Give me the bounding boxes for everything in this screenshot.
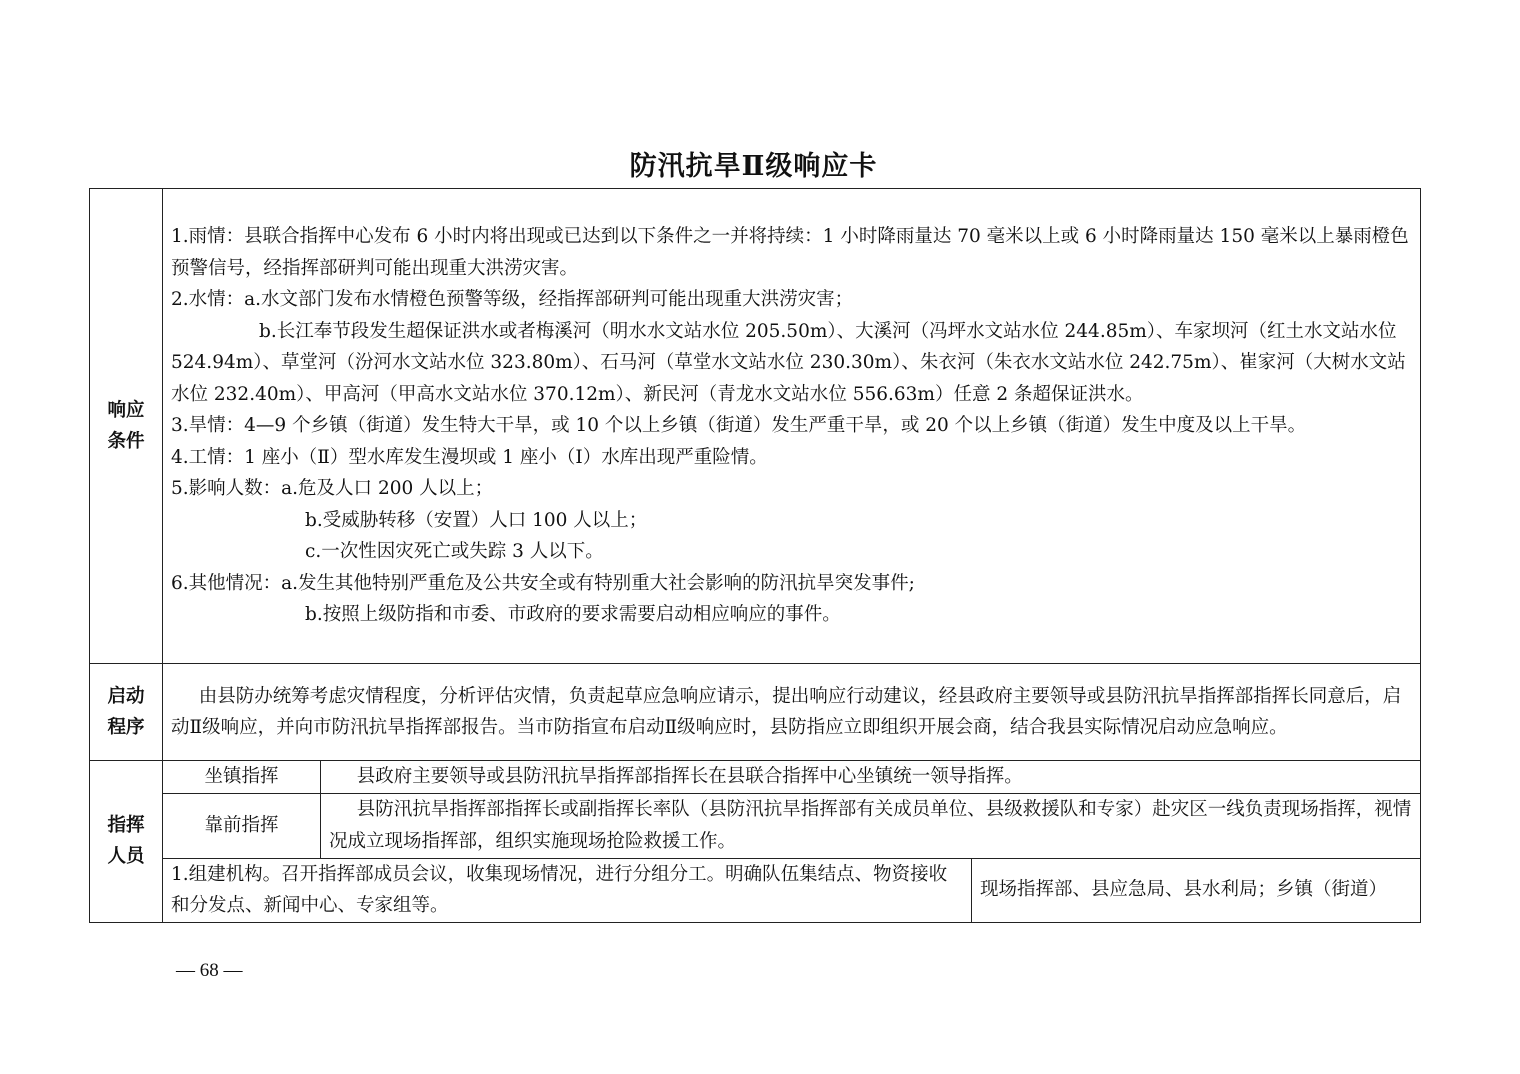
condition-water-b: b.长江奉节段发生超保证洪水或者梅溪河（明水水文站水位 205.50m）、大溪河（冯坪水文站水位 244.85m）、车家坝河（红土水文站水位 524.94m）、草堂河（汾河水文站水位 323.80m）、石马河（草堂水文站水位 230.30m）、朱衣河（朱衣水文站水位 242.75m）、崔家河（大树水文站水位 232.40m）、甲高河（甲高水文站水位 370.12m）、新民河（青龙水文站水位 556.63m）任意 2 条超保证洪水。 xyxy=(171,320,1406,405)
condition-people-a: 5.影响人数：a.危及人口 200 人以上； xyxy=(171,478,494,500)
condition-engineering: 4.工情：1 座小（Ⅱ）型水库发生漫坝或 1 座小（Ⅰ）水库出现严重险情。 xyxy=(171,446,768,468)
commander-text-seated: 县政府主要领导或县防汛抗旱指挥部指挥长在县联合指挥中心坐镇统一领导指挥。 xyxy=(321,761,1421,794)
task-text: 1.组建机构。召开指挥部成员会议，收集现场情况，进行分组分工。明确队伍集结点、物资接收和分发点、新闻中心、专家组等。 xyxy=(163,858,972,922)
condition-people-c: c.一次性因灾死亡或失踪 3 人以下。 xyxy=(305,541,604,563)
condition-other-a: 6.其他情况：a.发生其他特别严重危及公共安全或有特别重大社会影响的防汛抗旱突发事件; xyxy=(171,572,915,594)
commander-row-seated xyxy=(90,761,1421,794)
condition-other-b: b.按照上级防指和市委、市政府的要求需要启动相应响应的事件。 xyxy=(305,604,841,626)
condition-people-b: b.受威胁转移（安置）人口 100 人以上； xyxy=(305,509,648,531)
response-conditions-label xyxy=(90,189,163,664)
response-conditions-content xyxy=(163,189,1421,664)
commander-role-front: 靠前指挥 xyxy=(163,793,321,858)
startup-procedure-label xyxy=(90,664,163,761)
label-text: 响应 条件 xyxy=(107,399,145,452)
startup-procedure-row xyxy=(90,664,1421,761)
task-units: 现场指挥部、县应急局、县水利局；乡镇（街道） xyxy=(972,858,1421,922)
startup-procedure-text: 由县防办统筹考虑灾情程度，分析评估灾情，负责起草应急响应请示，提出响应行动建议，经县政府主要领导或县防汛抗旱指挥部指挥长同意后，启动Ⅱ级响应，并向市防汛抗旱指挥部报告。当市防指宣布启动Ⅱ级响应时，县防指应立即组织开展会商，结合我县实际情况启动应急响应。 xyxy=(163,664,1421,761)
page-title: 防汛抗旱Ⅱ级响应卡 xyxy=(629,151,878,181)
condition-water-a: 2.水情：a.水文部门发布水情橙色预警等级，经指挥部研判可能出现重大洪涝灾害； xyxy=(171,289,854,311)
commander-role-seated: 坐镇指挥 xyxy=(163,761,321,794)
condition-rain: 1.雨情：县联合指挥中心发布 6 小时内将出现或已达到以下条件之一并将持续：1 小时降雨量达 70 毫米以上或 6 小时降雨量达 150 毫米以上暴雨橙色预警信号，经指挥部研判可能出现重大洪涝灾害。 xyxy=(171,226,1409,279)
response-card-table xyxy=(89,188,1421,923)
label-text: 指挥 人员 xyxy=(107,814,145,868)
task-row xyxy=(90,858,1421,922)
commanders-label xyxy=(90,761,163,923)
response-conditions-row xyxy=(90,189,1421,664)
commander-row-front xyxy=(90,793,1421,858)
commander-text-front: 县防汛抗旱指挥部指挥长或副指挥长率队（县防汛抗旱指挥部有关成员单位、县级救援队和专家）赴灾区一线负责现场指挥，视情况成立现场指挥部，组织实施现场抢险救援工作。 xyxy=(321,793,1421,858)
condition-drought: 3.旱情：4—9 个乡镇（街道）发生特大干旱，或 10 个以上乡镇（街道）发生严重干旱，或 20 个以上乡镇（街道）发生中度及以上干旱。 xyxy=(171,415,1307,437)
label-text: 启动 程序 xyxy=(107,685,145,738)
page-number: — 68 — xyxy=(176,960,243,981)
